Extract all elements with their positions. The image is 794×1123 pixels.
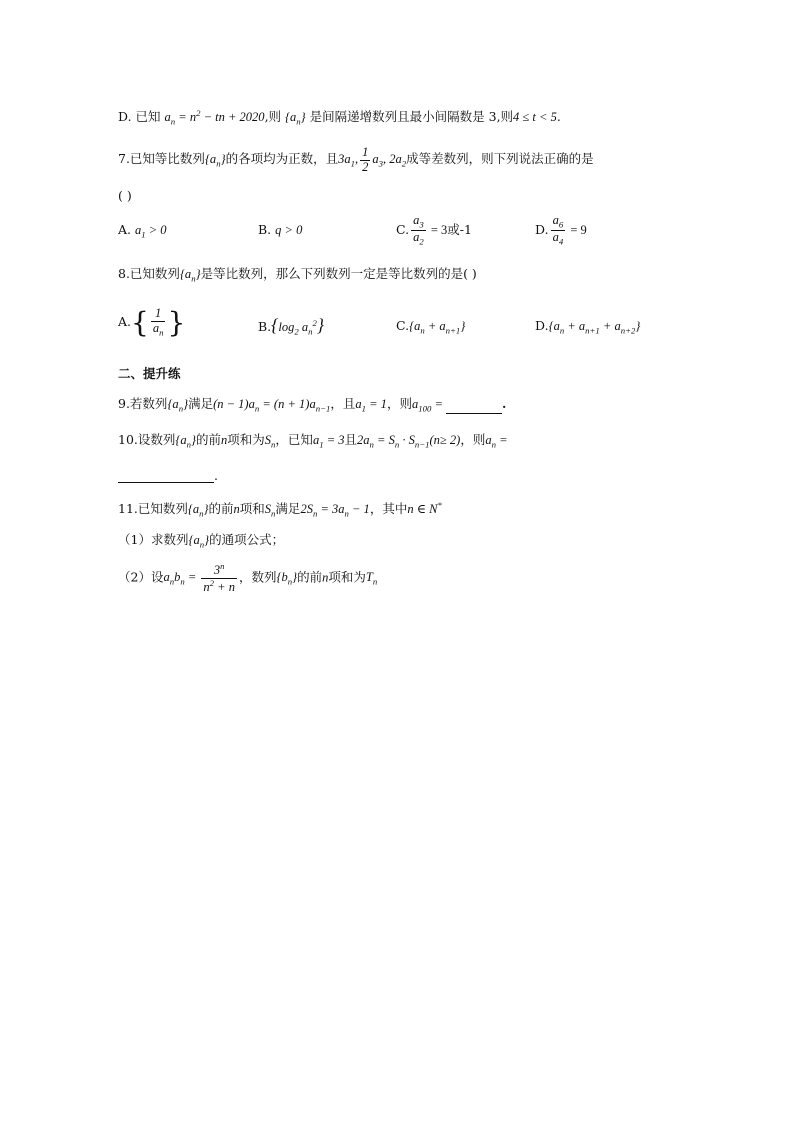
q8-b-label: B. xyxy=(258,319,272,334)
q9-answer-blank[interactable] xyxy=(446,413,502,414)
q9-mid2: ，且 xyxy=(330,396,356,411)
q7-lead: 7.已知等比数列 xyxy=(118,151,205,167)
q11-p2-end: 项和为 xyxy=(328,569,366,585)
q10-lead: 10.设数列 xyxy=(118,432,176,447)
q7-c-label: C. xyxy=(396,222,410,238)
q9-init: $a_1 = 1$ xyxy=(355,397,387,414)
q9-mid3: ，则 xyxy=(386,396,412,411)
q10-mid4: ，则 xyxy=(460,432,486,447)
q6d-prefix: D. 已知 xyxy=(118,109,161,125)
q7-option-d: D. $\frac{a_6}{a_4}$ = 9 xyxy=(535,213,587,247)
section-title: 二、提升练 xyxy=(118,366,181,381)
q10-cond: $a_1 = 3$ xyxy=(312,433,345,450)
q7-c-suffix: 或-1 xyxy=(447,222,472,238)
q8-option-b xyxy=(258,315,324,337)
q6-option-d: D. 已知 $a_n = n^2$ − tn + 2020,则 $\{a_n\}$ 是间隔递增数列且最小间隔数是 3,则4 ≤ t < 5. xyxy=(118,108,561,127)
q7-suffix: 成等差数列，则下列说法正确的是 xyxy=(406,151,594,167)
q7-c-expr: $\frac{a_3}{a_2}$ xyxy=(413,213,424,247)
q7-a-expr: $a_1 > 0$ xyxy=(135,223,167,240)
q11-n: n xyxy=(233,502,240,517)
q7-terms: $3a_1$, $\frac{1}{2}$ $a_3$, $2a_2$ xyxy=(338,145,407,174)
q11-lead: 11.已知数列 xyxy=(118,501,188,517)
q6d-seq: $\{a_n\}$ xyxy=(285,110,306,127)
q8-b-expr: {$\log_2$ $a_n^2$} xyxy=(271,315,325,337)
q11-cond: $2S_n = 3a_n - 1$ xyxy=(300,502,370,519)
q11-p1-seq: $\{a_n\}$ xyxy=(188,533,210,550)
q10-end: . xyxy=(214,468,218,483)
q11-p2-label: （2） xyxy=(118,569,151,585)
q8-stem xyxy=(118,266,477,284)
q11-p1-end: 的通项公式； xyxy=(209,532,285,547)
q9-stem xyxy=(118,396,506,414)
q11-p2-n: n xyxy=(322,570,329,585)
q11-mid2: 项和 xyxy=(239,501,265,517)
q11-mid: 的前 xyxy=(208,501,234,517)
q11-p2-text: 设 xyxy=(150,569,164,585)
q9-end: . xyxy=(502,396,507,411)
q11-p2-expr: $a_nb_n$ = $\frac{3^n}{n^2 + n}$ xyxy=(163,561,235,595)
q10-answer-blank[interactable] xyxy=(118,482,214,483)
q8-option-a: A.{ $\frac{1}{a_n}$ } xyxy=(118,306,186,339)
q11-p1-label: （1） xyxy=(118,532,151,547)
q7-option-c: C. $\frac{a_3}{a_2}$ = 3或-1 xyxy=(396,213,472,247)
q8-a-label: A. xyxy=(118,314,132,329)
q6d-range: 4 ≤ t < 5 xyxy=(513,110,557,125)
q9-target: $a_{100}$ = xyxy=(411,397,447,414)
q10-mid3: ，已知 xyxy=(275,432,313,447)
q7-option-a xyxy=(118,222,167,240)
q11-p1-text: 求数列 xyxy=(150,532,189,547)
q10-target: $a_n$ = xyxy=(485,433,508,450)
q11-p2-seq: $\{b_n\}$ xyxy=(276,570,298,587)
q11-mid4: ，其中 xyxy=(369,501,408,517)
q10-stem: 10.设数列$\{a_n\}$的前n项和为$S_n$，已知$a_1 = 3$且$2a_n = S_n \cdot S_{n-1}(n\ge 2)$，则$a_n$ = xyxy=(118,432,508,450)
q9-relation: $(n - 1)a_n = (n + 1)a_{n-1}$ xyxy=(213,397,331,414)
q8-lead: 8.已知数列 xyxy=(118,266,180,281)
q7-d-expr: $\frac{a_6}{a_4}$ xyxy=(552,213,564,247)
q8-option-d xyxy=(535,318,640,336)
q7-mid: 的各项均为正数，且 xyxy=(225,151,339,167)
q11-part1 xyxy=(118,532,284,550)
q6d-mid: ,则 xyxy=(264,109,282,125)
q8-option-c xyxy=(396,318,465,336)
q10-answer-line xyxy=(118,468,218,483)
q7-b-label: B. xyxy=(258,222,272,237)
q8-a-expr: $\frac{1}{a_n}$ xyxy=(152,306,164,338)
q9-lead: 9.若数列 xyxy=(118,396,168,411)
q11-part2 xyxy=(118,562,377,595)
q7-stem xyxy=(118,146,594,175)
q10-n: n xyxy=(221,433,228,447)
q6d-formula: $a_n = n^2$ − tn + 2020 xyxy=(164,108,265,127)
q6d-suffix: 是间隔递增数列且最小间隔数是 3,则 xyxy=(309,109,514,125)
q11-mid3: 满足 xyxy=(275,501,301,517)
q11-p2-tn: $T_n$ xyxy=(365,570,378,587)
q11-p2-mid2: 的前 xyxy=(297,569,323,585)
q8-d-label: D. xyxy=(535,318,549,333)
q11-sn: $S_n$ xyxy=(264,502,276,519)
q10-mid2: 项和为 xyxy=(227,432,265,447)
q11-stem xyxy=(118,500,442,519)
q10-sn: $S_n$ xyxy=(264,433,276,450)
q8-suffix: 是等比数列，那么下列数列一定是等比数列的是( ) xyxy=(200,266,477,281)
q9-seq: $\{a_n\}$ xyxy=(167,397,189,414)
q11-seq: $\{a_n\}$ xyxy=(187,502,209,519)
q8-seq: $\{a_n\}$ xyxy=(179,267,201,284)
q8-d-expr: $\{a_n + a_{n+1} + a_{n+2}\}$ xyxy=(548,319,641,336)
q11-p2-mid: ，数列 xyxy=(238,569,277,585)
q7-a-label: A. xyxy=(118,222,132,237)
q8-c-label: C. xyxy=(396,318,410,333)
q8-c-expr: $\{a_n + a_{n+1}\}$ xyxy=(409,319,466,336)
q7-seq: $\{a_n\}$ xyxy=(204,152,226,169)
q7-b-expr: q > 0 xyxy=(275,223,303,237)
q7-d-label: D. xyxy=(535,222,549,238)
q9-mid: 满足 xyxy=(188,396,214,411)
q11-domain: n ∈ N* xyxy=(407,500,442,517)
q10-mid: 的前 xyxy=(196,432,222,447)
q7-paren: ( ) xyxy=(118,188,132,203)
q7-option-b xyxy=(258,222,302,238)
q10-seq: $\{a_n\}$ xyxy=(175,433,197,450)
